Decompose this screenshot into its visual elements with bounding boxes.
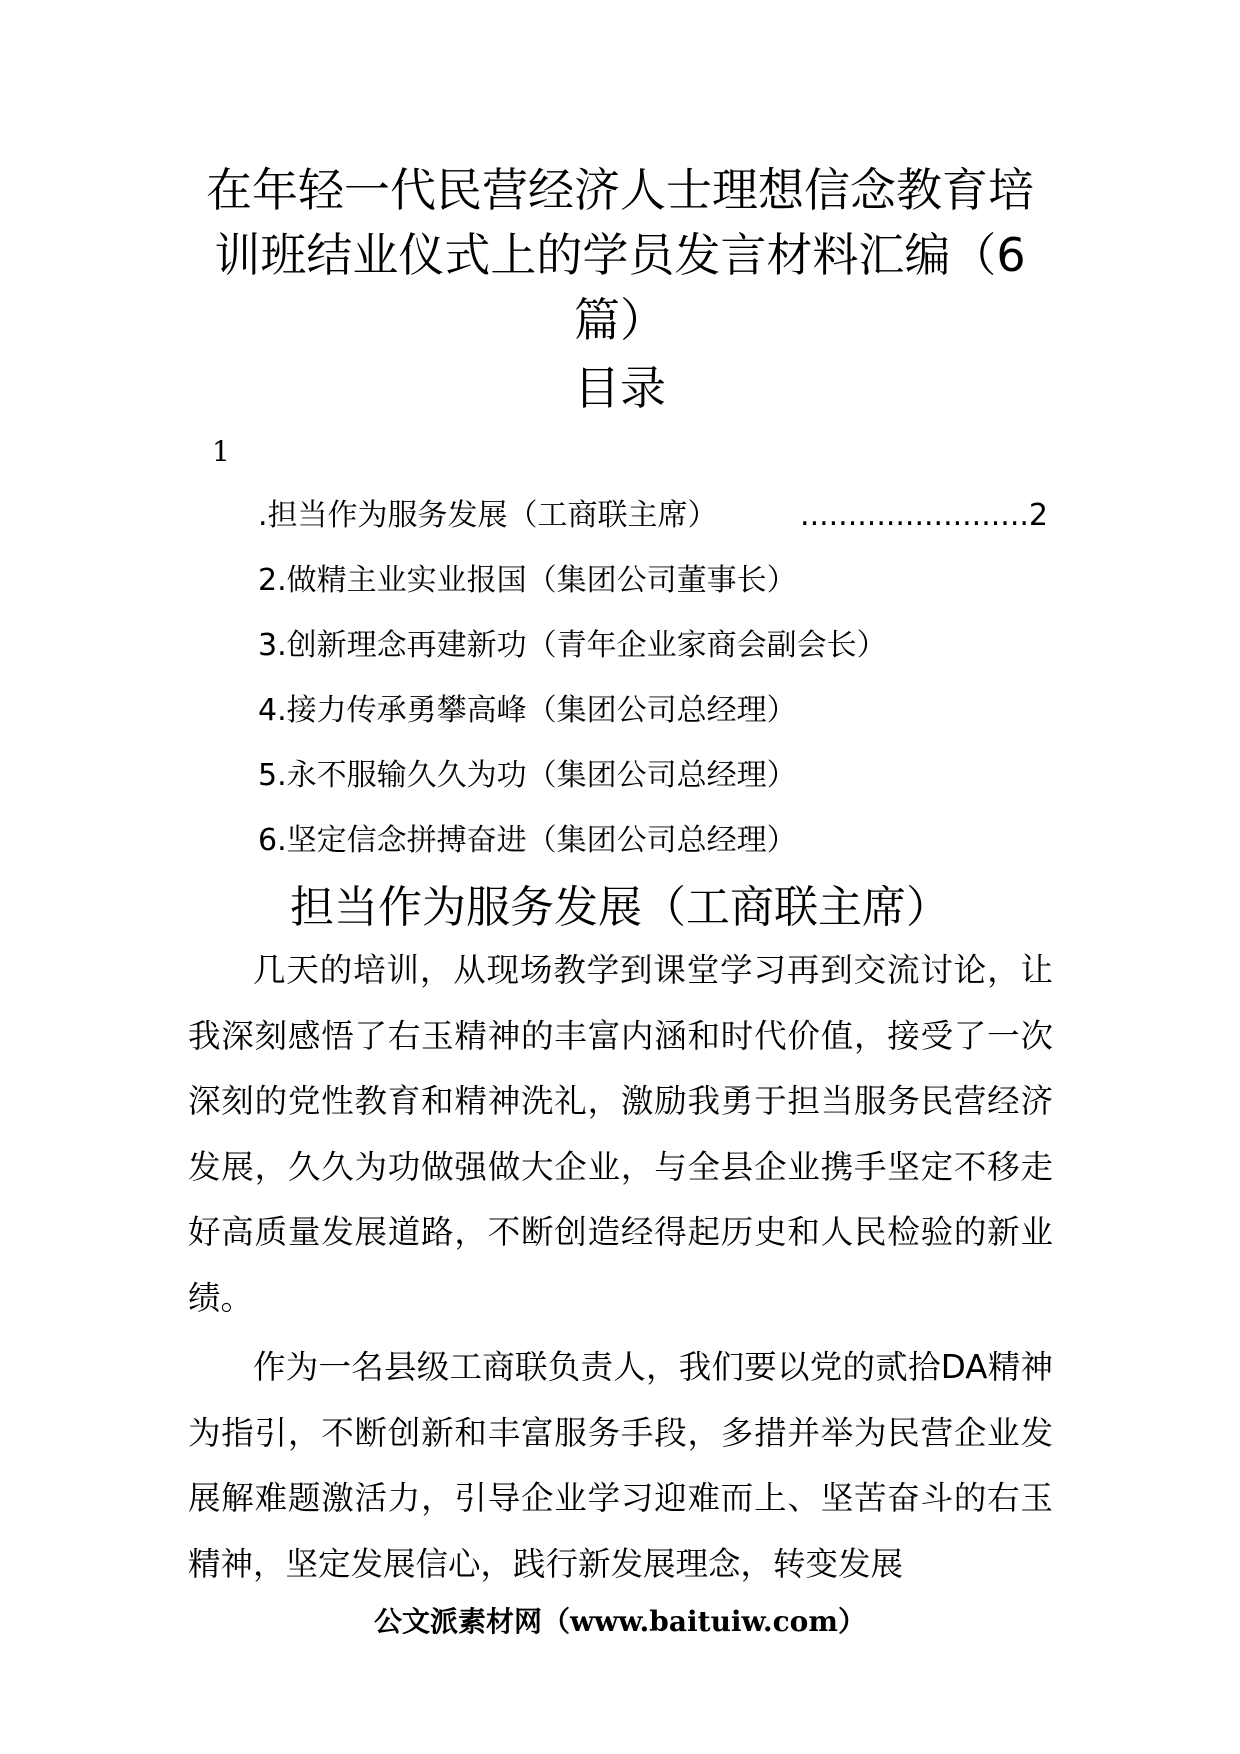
toc-item-label: 5.永不服输久久为功（集团公司总经理）: [258, 758, 797, 793]
toc-item-5[interactable]: [258, 752, 1058, 817]
toc-first-number: 1: [212, 435, 230, 468]
section-title: 担当作为服务发展（工商联主席）: [290, 882, 950, 933]
toc-item-2[interactable]: [258, 557, 1058, 622]
toc-item-4[interactable]: [258, 687, 1058, 752]
body-paragraph: 几天的培训，从现场教学到课堂学习再到交流讨论，让我深刻感悟了右玉精神的丰富内涵和时代价值，接受了一次深刻的党性教育和精神洗礼，激励我勇于担当服务民营经济发展，久久为功做强做大企业，与全县企业携手坚定不移走好高质量发展道路，不断创造经得起历史和人民检验的新业绩。: [188, 951, 1053, 1317]
toc-item-6[interactable]: [258, 817, 1058, 882]
toc-item-label: 4.接力传承勇攀高峰（集团公司总经理）: [258, 693, 797, 728]
document-title: 在年轻一代民营经济人士理想信念教育培训班结业仪式上的学员发言材料汇编（6篇）: [206, 163, 1034, 347]
toc-item-label: .担当作为服务发展（工商联主席）: [258, 498, 718, 533]
toc-item-label: 3.创新理念再建新功（青年企业家商会副会长）: [258, 628, 887, 663]
body-paragraph: 作为一名县级工商联负责人，我们要以党的贰拾DA精神为指引，不断创新和丰富服务手段，多措并举为民营企业发展解难题激活力，引导企业学习迎难而上、坚苦奋斗的右玉精神，坚定发展信心，践行新发展理念，转变发展: [188, 1348, 1053, 1583]
toc-item-1[interactable]: [258, 492, 1048, 557]
toc-item-3[interactable]: [258, 622, 1058, 687]
toc-item-label: 6.坚定信念拼搏奋进（集团公司总经理）: [258, 823, 797, 858]
toc-leader-dots: ........................: [800, 498, 1029, 533]
footer-watermark: 公文派素材网（www.baituiw.com）: [374, 1605, 866, 1638]
toc-page-number: 2: [1028, 498, 1048, 533]
toc-item-label: 2.做精主业实业报国（集团公司董事长）: [258, 563, 797, 598]
toc-item-leader-page: [800, 492, 1048, 557]
table-of-contents: [258, 492, 1058, 882]
toc-heading: 目录: [574, 361, 666, 415]
